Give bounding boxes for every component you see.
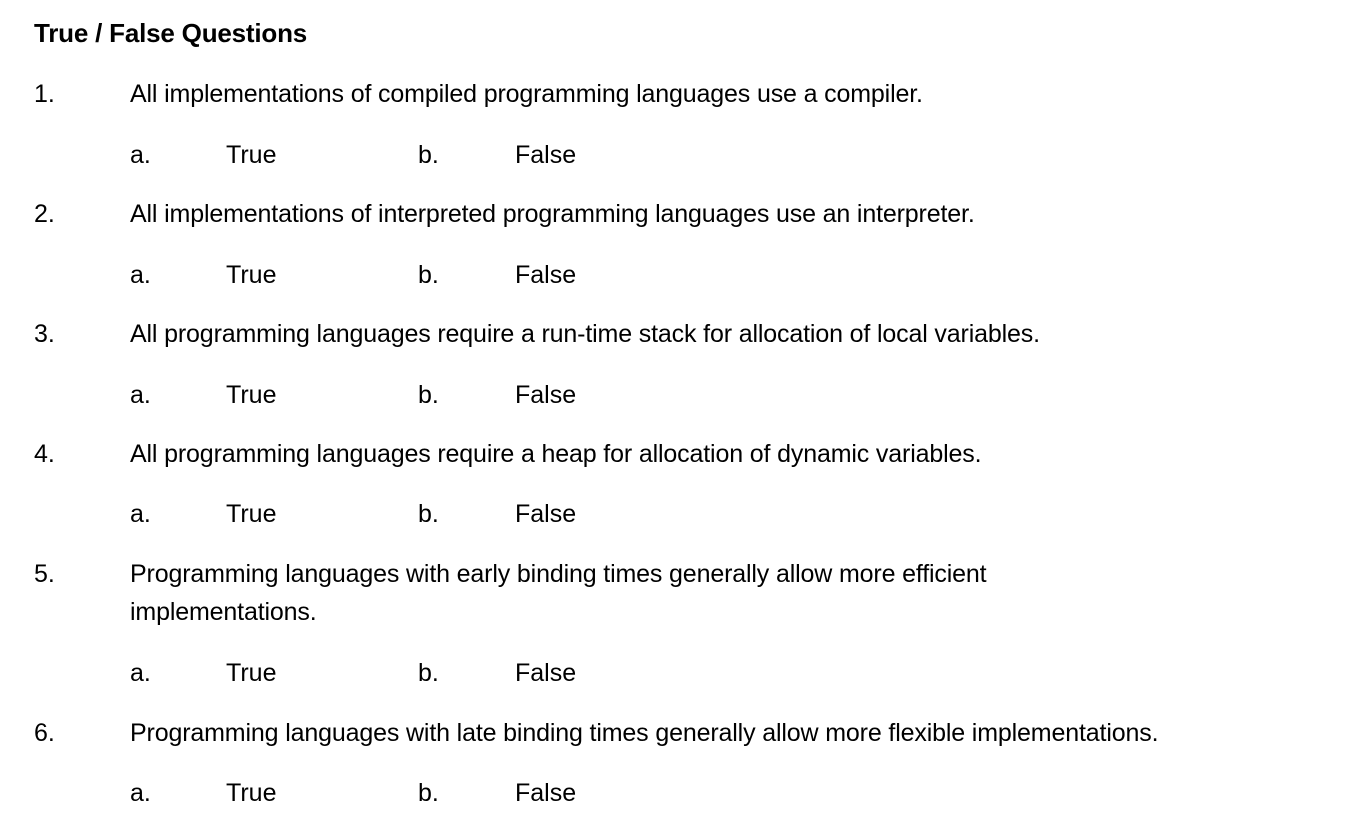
option-a-label: True bbox=[226, 141, 277, 169]
option-b-label: False bbox=[515, 500, 577, 528]
question-number: 3. bbox=[34, 320, 55, 348]
option-b-letter: b. bbox=[418, 500, 439, 528]
question-text: Programming languages with early binding times generally allow more efficient implementations. bbox=[130, 560, 987, 626]
option-b-letter: b. bbox=[418, 779, 439, 807]
option-b-letter: b. bbox=[418, 141, 439, 169]
option-a-letter: a. bbox=[130, 261, 151, 289]
option-a-letter: a. bbox=[130, 779, 151, 807]
section-heading: True / False Questions bbox=[34, 18, 308, 48]
option-a-label: True bbox=[226, 381, 277, 409]
question-text: Programming languages with late binding times generally allow more flexible implementations. bbox=[130, 719, 1159, 747]
option-b-label: False bbox=[515, 261, 577, 289]
option-a-label: True bbox=[226, 500, 277, 528]
option-a-label: True bbox=[226, 779, 277, 807]
option-a-letter: a. bbox=[130, 500, 151, 528]
question-text: All implementations of compiled programming languages use a compiler. bbox=[130, 80, 923, 108]
option-b-letter: b. bbox=[418, 659, 439, 687]
question-text: All implementations of interpreted programming languages use an interpreter. bbox=[130, 200, 975, 228]
question-text: All programming languages require a heap for allocation of dynamic variables. bbox=[130, 440, 982, 468]
option-b-label: False bbox=[515, 141, 577, 169]
question-number: 4. bbox=[34, 440, 55, 468]
option-a-label: True bbox=[226, 261, 277, 289]
question-text: All programming languages require a run-time stack for allocation of local variables. bbox=[130, 320, 1040, 348]
question-number: 2. bbox=[34, 200, 55, 228]
option-a-letter: a. bbox=[130, 381, 151, 409]
option-b-label: False bbox=[515, 779, 577, 807]
option-a-letter: a. bbox=[130, 141, 151, 169]
option-b-letter: b. bbox=[418, 261, 439, 289]
option-a-letter: a. bbox=[130, 659, 151, 687]
option-b-letter: b. bbox=[418, 381, 439, 409]
question-number: 5. bbox=[34, 560, 55, 588]
option-a-label: True bbox=[226, 659, 277, 687]
question-number: 1. bbox=[34, 80, 55, 108]
option-b-label: False bbox=[515, 659, 577, 687]
option-b-label: False bbox=[515, 381, 577, 409]
question-number: 6. bbox=[34, 719, 55, 747]
